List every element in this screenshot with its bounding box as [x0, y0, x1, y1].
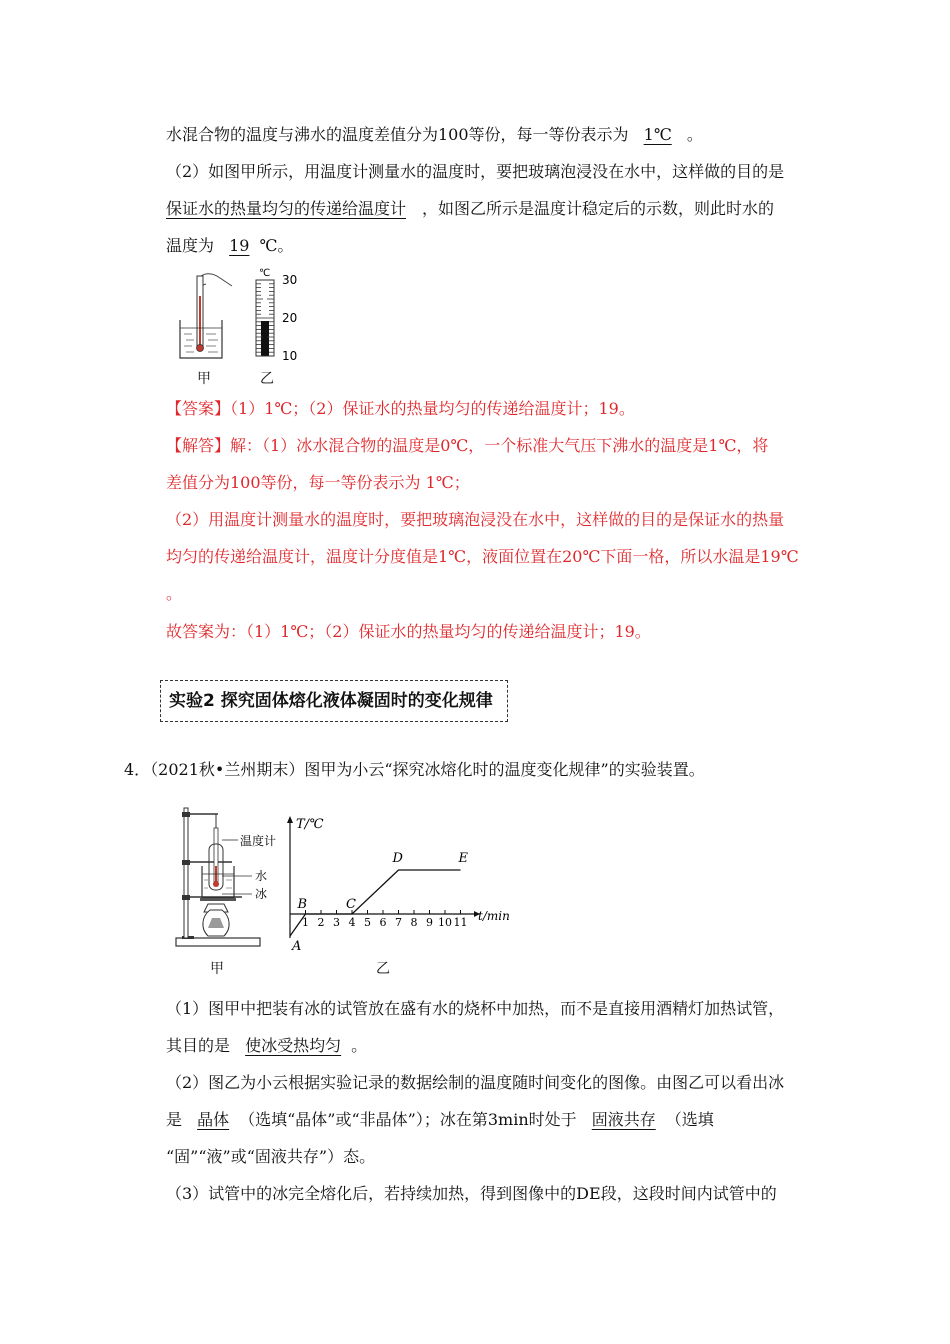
p1-line1 — [166, 123, 703, 147]
analysis-line5: 。 — [166, 584, 183, 603]
scale-unit: ℃ — [259, 268, 271, 279]
point-label-A: A — [292, 939, 302, 950]
analysis-text: 解：（1）冰水混合物的温度是0℃，一个标准大气压下沸水的温度是1℃，将 — [230, 436, 769, 455]
point-label-D: D — [392, 851, 403, 866]
q4-sub3-line1: （3）试管中的冰完全熔化后，若持续加热，得到图像中的DE段，这段时间内试管中的 — [166, 1184, 777, 1203]
answer-text: （1）1℃；（2）保证水的热量均匀的传递给温度计；19。 — [230, 399, 635, 418]
p1-line3 — [166, 197, 774, 221]
answer-blank: 使冰受热均匀 — [245, 1036, 342, 1055]
label-water: 水 — [255, 869, 268, 883]
thermometer-scale — [256, 280, 274, 356]
section-title-box: 实验2 探究固体熔化液体凝固时的变化规律 — [160, 680, 508, 722]
p1-text: 温度为 — [166, 236, 215, 255]
analysis-line4: 均匀的传递给温度计，温度计分度值是1℃，液面位置在20℃下面一格，所以水温是19℃ — [166, 547, 799, 566]
q4-sub2-line2 — [166, 1108, 714, 1132]
x-tick-label: 2 — [317, 916, 325, 929]
q4-text: （选填“晶体”或“非晶体”）；冰在第3min时处于 — [239, 1110, 577, 1129]
p1-line4 — [166, 234, 293, 258]
answer-tag: 【答案】 — [166, 399, 231, 418]
stand-rod — [184, 808, 188, 938]
melting-chart — [280, 810, 520, 950]
fig1-label-jia: 甲 — [197, 371, 211, 387]
analysis-line6: 故答案为：（1）1℃；（2）保证水的热量均匀的传递给温度计；19。 — [166, 622, 651, 641]
x-tick-label: 7 — [395, 916, 402, 929]
scale-label-10: 10 — [282, 349, 298, 363]
fig2-label-yi: 乙 — [376, 961, 390, 977]
figure-thermometer — [172, 266, 322, 366]
q4-sub1-line1: （1）图甲中把装有冰的试管放在盛有水的烧杯中加热，而不是直接用酒精灯加热试管， — [166, 999, 785, 1018]
x-tick-label: 6 — [379, 916, 387, 929]
label-ice: 冰 — [255, 887, 268, 901]
x-tick-label: 11 — [453, 916, 468, 929]
q4-text: 是 — [166, 1110, 183, 1129]
q4-text: 其目的是 — [166, 1036, 231, 1055]
p1-text: ℃。 — [259, 236, 294, 255]
q4-stem: 4．（2021秋•兰州期末）图甲为小云“探究冰熔化时的温度变化规律”的实验装置。 — [124, 760, 705, 779]
p1-line2: （2）如图甲所示，用温度计测量水的温度时，要把玻璃泡浸没在水中，这样做的目的是 — [166, 162, 785, 181]
x-tick-label: 4 — [348, 916, 356, 929]
q4-sub2-line1: （2）图乙为小云根据实验记录的数据绘制的温度随时间变化的图像。由图乙可以看出冰 — [166, 1073, 785, 1092]
p1-text: 水混合物的温度与沸水的温度差值分为100等份，每一等份表示为 — [166, 125, 629, 144]
scale-label-30: 30 — [282, 273, 298, 287]
y-axis-arrow — [287, 816, 293, 823]
x-tick-label: 8 — [410, 916, 418, 929]
x-tick-label: 10 — [438, 916, 452, 929]
label-thermometer: 温度计 — [240, 834, 277, 848]
answer-blank: 固液共存 — [591, 1110, 656, 1129]
fig2-label-jia: 甲 — [210, 961, 224, 977]
q4-text: 。 — [351, 1036, 368, 1055]
analysis-line1 — [166, 434, 768, 458]
p1-text: ，如图乙所示是温度计稳定后的示数，则此时水的 — [422, 199, 775, 218]
point-label-B: B — [297, 897, 308, 912]
temperature-series-line — [290, 870, 461, 936]
fig1-label-yi: 乙 — [260, 371, 274, 387]
analysis-line3: （2）用温度计测量水的温度时，要把玻璃泡浸没在水中，这样做的目的是保证水的热量 — [166, 510, 785, 529]
answer-blank: 晶体 — [197, 1110, 230, 1129]
q4-sub2-line3: “固”“液”或“固液共存”）态。 — [166, 1147, 376, 1166]
answer-blank: 1℃ — [643, 125, 672, 144]
point-label-E: E — [458, 851, 468, 866]
answer-blank: 保证水的热量均匀的传递给温度计 — [166, 199, 407, 218]
answer-line — [166, 397, 635, 421]
y-axis-label: T/℃ — [296, 817, 324, 832]
q4-text: （选填 — [665, 1110, 714, 1129]
q4-sub1-line2 — [166, 1034, 367, 1058]
x-axis-label: t/min — [478, 909, 510, 923]
analysis-tag: 【解答】 — [166, 436, 231, 455]
stand-base — [176, 938, 260, 946]
x-tick-label: 9 — [426, 916, 433, 929]
analysis-line2: 差值分为100等份，每一等份表示为 1℃； — [166, 473, 470, 492]
scale-label-20: 20 — [282, 311, 298, 325]
x-tick-label: 5 — [364, 916, 371, 929]
point-label-C: C — [346, 897, 356, 912]
p1-text: 。 — [686, 125, 703, 144]
figure-apparatus — [172, 800, 292, 950]
answer-blank: 19 — [229, 236, 250, 255]
x-tick-label: 1 — [302, 916, 309, 929]
x-tick-label: 3 — [333, 916, 340, 929]
